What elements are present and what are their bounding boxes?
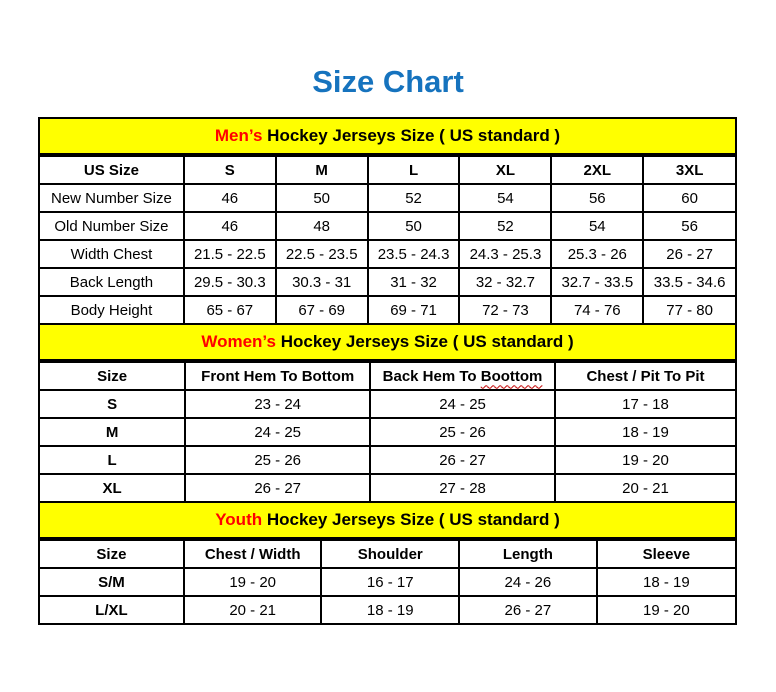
womens-row	[40, 446, 735, 474]
mens-header-cell: M	[276, 156, 368, 184]
womens-row	[40, 474, 735, 501]
youth-header-cell: Sleeve	[597, 540, 735, 568]
womens-header-row	[40, 362, 735, 390]
womens-data-cell: 17 - 18	[555, 390, 735, 418]
youth-header-cell: Chest / Width	[184, 540, 322, 568]
womens-section-title-text: Hockey Jerseys Size ( US standard )	[275, 332, 574, 351]
womens-data-cell: 20 - 21	[555, 474, 735, 501]
youth-row	[40, 596, 735, 623]
womens-row-label: L	[40, 446, 185, 474]
womens-header-cell-text: Back Hem To	[382, 367, 481, 385]
youth-header-cell: Size	[40, 540, 184, 568]
womens-header-cell: Size	[40, 362, 185, 390]
mens-data-cell: 50	[276, 184, 368, 212]
mens-data-cell: 32 - 32.7	[459, 268, 551, 296]
size-chart-tables	[38, 117, 737, 625]
mens-data-cell: 72 - 73	[459, 296, 551, 323]
mens-header-cell: XL	[459, 156, 551, 184]
youth-header-cell: Length	[459, 540, 597, 568]
womens-data-cell: 18 - 19	[555, 418, 735, 446]
mens-data-cell: 22.5 - 23.5	[276, 240, 368, 268]
mens-row	[40, 268, 735, 296]
womens-data-cell: 27 - 28	[370, 474, 555, 501]
size-chart-page	[0, 64, 776, 625]
youth-data-cell: 19 - 20	[184, 568, 322, 596]
youth-header-row	[40, 540, 735, 568]
womens-row-label: M	[40, 418, 185, 446]
mens-row	[40, 296, 735, 323]
mens-data-cell: 21.5 - 22.5	[184, 240, 276, 268]
mens-row	[40, 184, 735, 212]
mens-data-cell: 26 - 27	[643, 240, 735, 268]
mens-row	[40, 212, 735, 240]
womens-data-cell: 24 - 25	[185, 418, 370, 446]
youth-data-cell: 20 - 21	[184, 596, 322, 623]
mens-data-cell: 30.3 - 31	[276, 268, 368, 296]
mens-data-cell: 33.5 - 34.6	[643, 268, 735, 296]
page-title: Size Chart	[312, 64, 464, 99]
mens-data-cell: 50	[368, 212, 460, 240]
mens-data-cell: 46	[184, 184, 276, 212]
youth-row-label: L/XL	[40, 596, 184, 623]
mens-row-label: Body Height	[40, 296, 184, 323]
mens-header-cell: 3XL	[643, 156, 735, 184]
mens-section-title-text: Hockey Jerseys Size ( US standard )	[262, 126, 561, 145]
womens-table	[40, 361, 735, 501]
womens-data-cell: 26 - 27	[370, 446, 555, 474]
mens-data-cell: 24.3 - 25.3	[459, 240, 551, 268]
youth-data-cell: 18 - 19	[321, 596, 459, 623]
mens-section-title-highlight: Men’s	[214, 126, 263, 145]
mens-data-cell: 65 - 67	[184, 296, 276, 323]
mens-row-label: Old Number Size	[40, 212, 184, 240]
womens-row	[40, 390, 735, 418]
youth-data-cell: 26 - 27	[459, 596, 597, 623]
mens-row-label: Back Length	[40, 268, 184, 296]
womens-section-title	[40, 323, 735, 361]
youth-table	[40, 539, 735, 623]
mens-row	[40, 240, 735, 268]
mens-table	[40, 155, 735, 323]
womens-data-cell: 25 - 26	[370, 418, 555, 446]
youth-data-cell: 16 - 17	[321, 568, 459, 596]
womens-row-label: S	[40, 390, 185, 418]
mens-data-cell: 77 - 80	[643, 296, 735, 323]
mens-data-cell: 60	[643, 184, 735, 212]
youth-data-cell: 18 - 19	[597, 568, 735, 596]
womens-data-cell: 19 - 20	[555, 446, 735, 474]
mens-row-label: Width Chest	[40, 240, 184, 268]
womens-row	[40, 418, 735, 446]
youth-data-cell: 24 - 26	[459, 568, 597, 596]
mens-data-cell: 52	[368, 184, 460, 212]
mens-data-cell: 23.5 - 24.3	[368, 240, 460, 268]
womens-row-label: XL	[40, 474, 185, 501]
womens-section-title-highlight: Women’s	[201, 332, 276, 351]
mens-data-cell: 46	[184, 212, 276, 240]
mens-data-cell: 48	[276, 212, 368, 240]
mens-data-cell: 56	[551, 184, 643, 212]
womens-data-cell: 23 - 24	[185, 390, 370, 418]
youth-section-title	[40, 501, 735, 539]
womens-data-cell: 26 - 27	[185, 474, 370, 501]
youth-row-label: S/M	[40, 568, 184, 596]
womens-header-cell	[370, 362, 555, 390]
youth-data-cell: 19 - 20	[597, 596, 735, 623]
mens-data-cell: 74 - 76	[551, 296, 643, 323]
mens-header-cell: US Size	[40, 156, 184, 184]
mens-header-cell: S	[184, 156, 276, 184]
mens-data-cell: 31 - 32	[368, 268, 460, 296]
youth-row	[40, 568, 735, 596]
mens-data-cell: 32.7 - 33.5	[551, 268, 643, 296]
mens-data-cell: 25.3 - 26	[551, 240, 643, 268]
mens-header-cell: 2XL	[551, 156, 643, 184]
mens-header-row	[40, 156, 735, 184]
mens-section-title	[40, 119, 735, 155]
womens-data-cell: 25 - 26	[185, 446, 370, 474]
mens-data-cell: 29.5 - 30.3	[184, 268, 276, 296]
mens-row-label: New Number Size	[40, 184, 184, 212]
womens-header-cell: Chest / Pit To Pit	[555, 362, 735, 390]
mens-data-cell: 67 - 69	[276, 296, 368, 323]
mens-data-cell: 56	[643, 212, 735, 240]
womens-header-cell: Front Hem To Bottom	[185, 362, 370, 390]
youth-header-cell: Shoulder	[321, 540, 459, 568]
mens-data-cell: 52	[459, 212, 551, 240]
womens-misspelled-word: Boottom	[480, 367, 543, 385]
mens-data-cell: 54	[551, 212, 643, 240]
youth-section-title-text: Hockey Jerseys Size ( US standard )	[262, 510, 560, 529]
mens-header-cell: L	[368, 156, 460, 184]
mens-data-cell: 54	[459, 184, 551, 212]
mens-data-cell: 69 - 71	[368, 296, 460, 323]
womens-data-cell: 24 - 25	[370, 390, 555, 418]
youth-section-title-highlight: Youth	[215, 510, 263, 529]
